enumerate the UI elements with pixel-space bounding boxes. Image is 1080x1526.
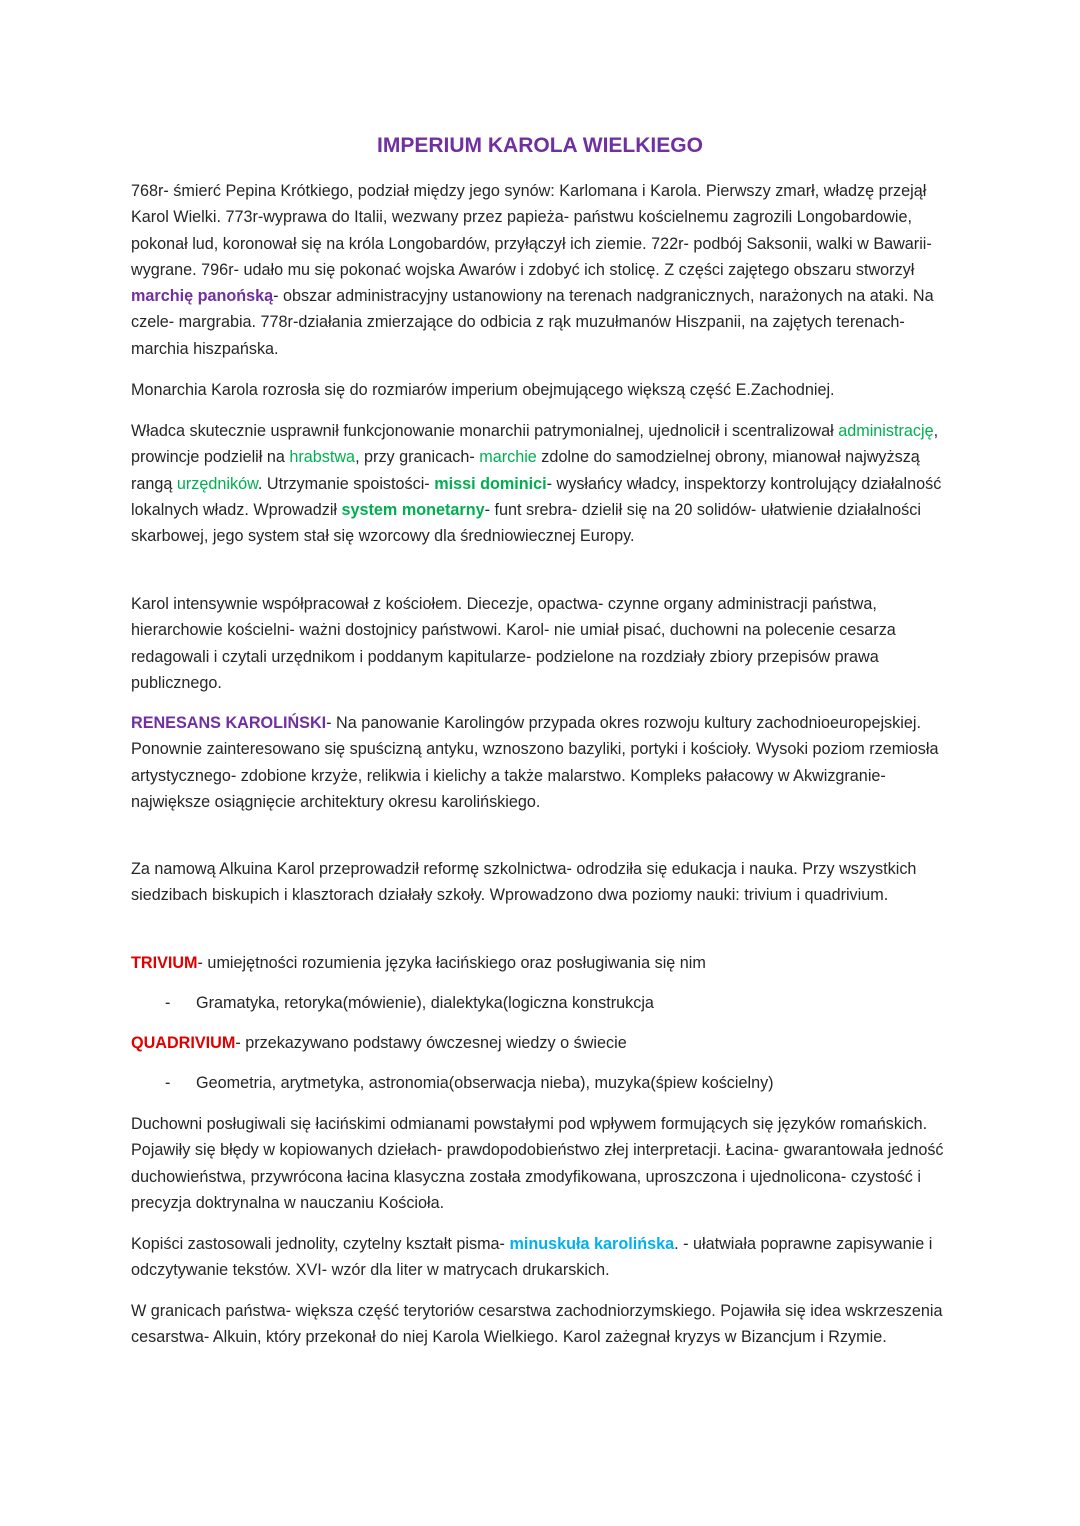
heading-trivium: TRIVIUM [131, 954, 198, 972]
heading-renesans-karolinski: RENESANS KAROLIŃSKI [131, 714, 327, 732]
heading-quadrivium: QUADRIVIUM [131, 1034, 236, 1052]
paragraph-minuskula: Kopiści zastosowali jednolity, czytelny kształt pisma- minuskuła karolińska. - ułatwiała poprawne zapisywanie i odczytywanie tekstów. XVI- wzór dla liter w matrycach drukarskich. [131, 1235, 933, 1280]
highlight-missi-dominici: missi dominici [434, 474, 547, 493]
paragraph-lacina: Duchowni posługiwali się łacińskimi odmianami powstałymi pod wpływem formujących się języków romańskich. Pojawiły się błędy w kopiowanych dziełach- prawdopodobieństwo złej interpretacji. Łacina- gwarantowała jedność duchowieństwa, przywrócona łacina klasyczna została zmodyfikowana, uproszczona i ujednolicona- czystość i precyzja doktrynalna w nauczaniu Kościoła. [131, 1115, 944, 1212]
highlight-minuskula-karolinska: minuskuła karolińska [509, 1235, 675, 1253]
highlight-administracje: administrację [838, 422, 934, 440]
paragraph-kosciol: Karol intensywnie współpracował z kościołem. Diecezje, opactwa- czynne organy administracji państwa, hierarchowie kościelni- ważni dostojnicy państwowi. Karol- nie umiał pisać, duchowni na polecenie cesarza redagowali i czytali urzędnikom i poddanym kapitularze- podzielone na rozdziały zbiory przepisów prawa publicznego. [131, 595, 896, 692]
paragraph-trivium: TRIVIUM- umiejętności rozumienia języka łacińskiego oraz posługiwania się nim [131, 954, 706, 972]
paragraph-monarchia: Monarchia Karola rozrosła się do rozmiarów imperium obejmującego większą część E.Zachodniej. [131, 381, 835, 399]
list-item-text: Geometria, arytmetyka, astronomia(obserwacja nieba), muzyka(śpiew kościelny) [196, 1074, 774, 1092]
highlight-urzednikow: urzędników [176, 474, 258, 493]
paragraph-quadrivium: QUADRIVIUM- przekazywano podstawy ówczesnej wiedzy o świecie [131, 1034, 627, 1052]
bullet-dash: - [165, 1074, 171, 1092]
page-title: IMPERIUM KAROLA WIELKIEGO [377, 134, 703, 157]
paragraph-szkolnictwo: Za namową Alkuina Karol przeprowadził reformę szkolnictwa- odrodziła się edukacja i nauka. Przy wszystkich siedzibach biskupich i klasztorach działały szkoły. Wprowadzono dwa poziomy nauki: trivium i quadrivium. [131, 860, 917, 905]
paragraph-intro: 768r- śmierć Pepina Krótkiego, podział między jego synów: Karlomana i Karola. Pierwszy zmarł, władzę przejął Karol Wielki. 773r-wyprawa do Italii, wezwany przez papieża- państwu kościelnemu zagrozili Longobardowie, pokonał lud, koronował się na króla Longobardów, przyłączył ich ziemie. 722r- podbój Saksonii, walki w Bawarii- wygrane. 796r- udało mu się pokonać wojska Awarów i zdobyć ich stolicę. Z części zajętego obszaru stworzył marchię panońską- obszar administracyjny ustanowiony na terenach nadgranicznych, narażonych na ataki. Na czele- margrabia. 778r-działania zmierzające do odbicia z rąk muzułmanów Hiszpanii, na zajętych terenach- marchia hiszpańska. [131, 182, 934, 358]
paragraph-renesans: RENESANS KAROLIŃSKI- Na panowanie Karolingów przypada okres rozwoju kultury zachodnioeuropejskiej. Ponownie zainteresowano się spuścizną antyku, wznoszono bazyliki, portyki i kościoły. Wysoki poziom rzemiosła artystycznego- zdobione krzyże, relikwia i kielichy a także malarstwo. Kompleks pałacowy w Akwizgranie- największe osiągnięcie architektury okresu karolińskiego. [131, 714, 939, 811]
paragraph-cesarstwo: W granicach państwa- większa część terytoriów cesarstwa zachodniorzymskiego. Pojawiła się idea wskrzeszenia cesarstwa- Alkuin, który przekonał do niej Karola Wielkiego. Karol zażegnał kryzys w Bizancjum i Rzymie. [131, 1302, 943, 1347]
paragraph-administracja: Władca skutecznie usprawnił funkcjonowanie monarchii patrymonialnej, ujednolicił i scentralizował administrację, prowincje podzielił na hrabstwa, przy granicach- marchie zdolne do samodzielnej obrony, mianował najwyższą rangą urzędników. Utrzymanie spoistości- missi dominici- wysłańcy władcy, inspektorzy kontrolujący działalność lokalnych władz. Wprowadził system monetarny- funt srebra- dzielił się na 20 solidów- ułatwienie działalności skarbowej, jego system stał się wzorcowy dla średniowiecznej Europy. [131, 422, 942, 546]
bullet-dash: - [165, 994, 171, 1012]
highlight-marchia-panonska: marchię panońską [131, 287, 274, 306]
highlight-marchie: marchie [479, 448, 537, 467]
highlight-system-monetarny: system monetarny [341, 500, 485, 519]
list-item-text: Gramatyka, retoryka(mówienie), dialektyka(logiczna konstrukcja [196, 994, 654, 1012]
highlight-hrabstwa: hrabstwa [289, 448, 356, 467]
